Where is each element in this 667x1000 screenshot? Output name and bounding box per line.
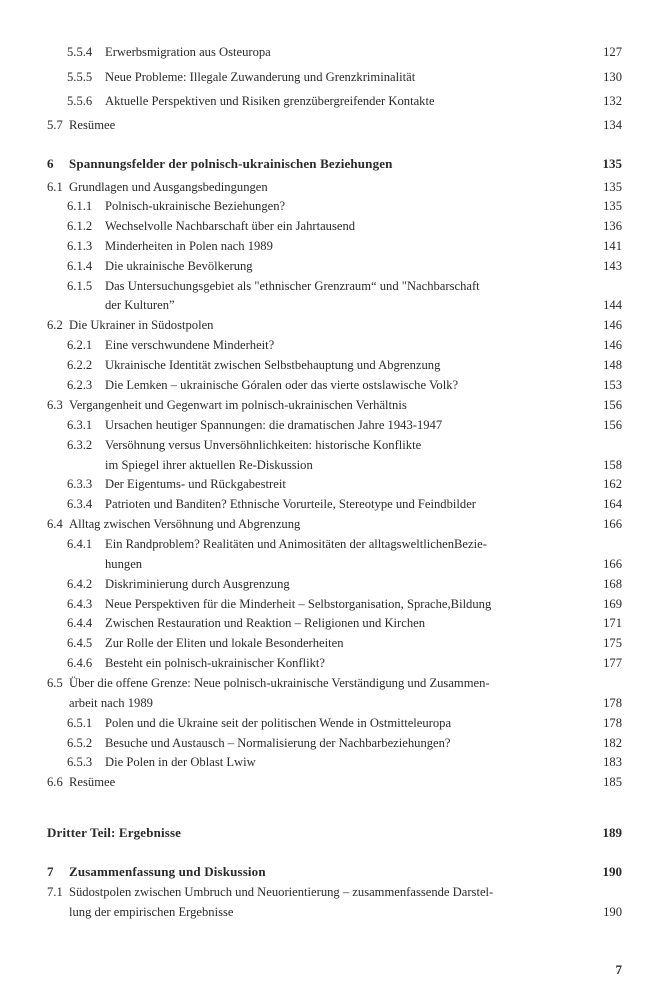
entry-number: 6.4.1 [67,537,93,551]
entry-number: 6.2.1 [67,338,93,352]
entry-title: Patrioten und Banditen? Ethnische Vorurteile, Stereotype und Feindbilder [105,497,476,511]
entry-title: Besuche und Austausch – Normalisierung der Nachbarbeziehungen? [105,736,451,750]
toc-entry [0,713,667,733]
toc-entry [0,315,667,335]
toc-entry [0,772,667,792]
entry-number: 6.3.1 [67,418,93,432]
entry-number: 6.4.5 [67,636,93,650]
toc-entry [0,375,667,395]
entry-number: 6.5.3 [67,755,93,769]
toc-chapter [0,862,667,882]
entry-title: Resümee [69,775,116,789]
entry-title: Über die offene Grenze: Neue polnisch-ukrainische Verständigung und Zusammen- [69,676,490,690]
entry-page: 178 [603,716,622,730]
toc-chapter [0,154,667,174]
entry-title: Neue Probleme: Illegale Zuwanderung und Grenzkriminalität [105,70,416,84]
entry-page: 135 [603,180,622,194]
toc-entry [0,355,667,375]
entry-page: 178 [603,696,622,710]
entry-page: 185 [603,775,622,789]
entry-title: Erwerbsmigration aus Osteuropa [105,45,271,59]
entry-number: 7.1 [47,885,63,899]
entry-page: 132 [603,94,622,108]
toc-entry [0,633,667,653]
chapter-page: 190 [602,864,622,879]
entry-page: 153 [603,378,622,392]
entry-title-continued: arbeit nach 1989 [69,696,153,710]
entry-title: Neue Perspektiven für die Minderheit – Selbstorganisation, Sprache,Bildung [105,597,492,611]
entry-page: 183 [603,755,622,769]
toc-entry [0,733,667,753]
toc-entry [0,196,667,216]
entry-page: 156 [603,398,622,412]
toc-entry [0,574,667,594]
entry-number: 5.7 [47,118,63,132]
toc-entry [0,435,667,455]
chapter-page: 135 [602,156,622,171]
entry-page: 164 [603,497,622,511]
entry-number: 6.1.4 [67,259,93,273]
entry-number: 6.1.3 [67,239,93,253]
entry-page: 166 [603,557,622,571]
toc-entry [0,494,667,514]
entry-number: 6.3.4 [67,497,93,511]
entry-number: 6.1 [47,180,63,194]
part-page: 189 [602,825,622,840]
entry-page: 143 [603,259,622,273]
toc-entry [0,177,667,197]
toc-entry [0,335,667,355]
entry-number: 6.3.3 [67,477,93,491]
toc-entry [0,594,667,614]
entry-number: 6.5 [47,676,63,690]
entry-title: Südostpolen zwischen Umbruch und Neuorientierung – zusammenfassende Darstel- [69,885,494,899]
entry-title: Resümee [69,118,116,132]
entry-title: Diskriminierung durch Ausgrenzung [105,577,290,591]
entry-number: 6.2 [47,318,63,332]
toc-entry-continuation [0,295,667,315]
entry-number: 6.4.2 [67,577,93,591]
entry-page: 190 [603,905,622,919]
entry-page: 134 [603,118,622,132]
toc-entry [0,752,667,772]
toc-entry [0,216,667,236]
entry-number: 5.5.5 [67,70,93,84]
entry-number: 6.5.2 [67,736,93,750]
toc-entry-continuation [0,902,667,922]
entry-title: Polnisch-ukrainische Beziehungen? [105,199,286,213]
entry-title-continued: hungen [105,557,143,571]
entry-number: 6.3.2 [67,438,93,452]
entry-page: 141 [603,239,622,253]
entry-page: 168 [603,577,622,591]
entry-title: Aktuelle Perspektiven und Risiken grenzübergreifender Kontakte [105,94,435,108]
entry-title: Wechselvolle Nachbarschaft über ein Jahrtausend [105,219,356,233]
entry-title: Die Polen in der Oblast Lwiw [105,755,256,769]
entry-title: Polen und die Ukraine seit der politischen Wende in Ostmitteleuropa [105,716,452,730]
toc-entry [0,514,667,534]
entry-title: Das Untersuchungsgebiet als "ethnischer Grenzraum“ und "Nachbarschaft [105,279,480,293]
toc-entry [0,415,667,435]
entry-page: 156 [603,418,622,432]
entry-number: 5.5.6 [67,94,93,108]
entry-page: 127 [603,45,622,59]
page-number: 7 [615,962,622,977]
entry-title-continued: der Kulturen” [105,298,175,312]
toc-entry [0,67,667,87]
entry-number: 6.4.4 [67,616,93,630]
entry-number: 6.2.3 [67,378,93,392]
toc-entry-continuation [0,455,667,475]
entry-page: 146 [603,338,622,352]
toc-entry [0,673,667,693]
entry-page: 171 [603,616,622,630]
toc-entry-continuation [0,693,667,713]
entry-title-continued: lung der empirischen Ergebnisse [69,905,234,919]
entry-title: Versöhnung versus Unversöhnlichkeiten: historische Konflikte [105,438,422,452]
toc-entry [0,276,667,296]
entry-number: 6.5.1 [67,716,93,730]
toc-entry [0,42,667,62]
entry-page: 175 [603,636,622,650]
toc-entry [0,474,667,494]
chapter-title: Zusammenfassung und Diskussion [69,864,266,879]
entry-title: Ein Randproblem? Realitäten und Animositäten der alltagsweltlichenBezie- [105,537,487,551]
entry-page: 169 [603,597,622,611]
entry-page: 148 [603,358,622,372]
entry-number: 6.4.6 [67,656,93,670]
part-title: Dritter Teil: Ergebnisse [47,825,182,840]
toc-entry [0,91,667,111]
toc-entry [0,236,667,256]
entry-title: Ursachen heutiger Spannungen: die dramatischen Jahre 1943-1947 [105,418,443,432]
entry-page: 144 [603,298,622,312]
entry-number: 5.5.4 [67,45,93,59]
entry-page: 177 [603,656,622,670]
toc-entry-continuation [0,554,667,574]
toc-part [0,823,667,843]
toc-entry [0,653,667,673]
entry-title: Alltag zwischen Versöhnung und Abgrenzung [69,517,301,531]
entry-page: 146 [603,318,622,332]
entry-page: 135 [603,199,622,213]
entry-title: Zwischen Restauration und Reaktion – Religionen und Kirchen [105,616,426,630]
entry-title: Die ukrainische Bevölkerung [105,259,253,273]
toc-entry [0,882,667,902]
chapter-number: 7 [47,864,54,879]
entry-title: Eine verschwundene Minderheit? [105,338,275,352]
toc-entry [0,256,667,276]
entry-page: 136 [603,219,622,233]
entry-page: 130 [603,70,622,84]
entry-title: Besteht ein polnisch-ukrainischer Konflikt? [105,656,325,670]
entry-title: Die Ukrainer in Südostpolen [69,318,214,332]
entry-number: 6.2.2 [67,358,93,372]
entry-title: Minderheiten in Polen nach 1989 [105,239,273,253]
toc-entry [0,613,667,633]
entry-page: 162 [603,477,622,491]
toc-entry [0,534,667,554]
entry-number: 6.4.3 [67,597,93,611]
entry-title: Grundlagen und Ausgangsbedingungen [69,180,268,194]
entry-page: 166 [603,517,622,531]
entry-number: 6.1.2 [67,219,93,233]
entry-number: 6.3 [47,398,63,412]
entry-page: 182 [603,736,622,750]
entry-page: 158 [603,458,622,472]
toc-entry [0,395,667,415]
entry-title: Zur Rolle der Eliten und lokale Besonderheiten [105,636,344,650]
chapter-number: 6 [47,156,54,171]
toc-entry [0,115,667,135]
entry-title: Die Lemken – ukrainische Góralen oder das vierte ostslawische Volk? [105,378,459,392]
entry-title: Vergangenheit und Gegenwart im polnisch-ukrainischen Verhältnis [69,398,407,412]
entry-number: 6.1.5 [67,279,93,293]
chapter-title: Spannungsfelder der polnisch-ukrainischen Beziehungen [69,156,393,171]
entry-number: 6.4 [47,517,63,531]
entry-number: 6.1.1 [67,199,93,213]
entry-title-continued: im Spiegel ihrer aktuellen Re-Diskussion [105,458,313,472]
entry-title: Der Eigentums- und Rückgabestreit [105,477,286,491]
entry-number: 6.6 [47,775,63,789]
entry-title: Ukrainische Identität zwischen Selbstbehauptung und Abgrenzung [105,358,441,372]
